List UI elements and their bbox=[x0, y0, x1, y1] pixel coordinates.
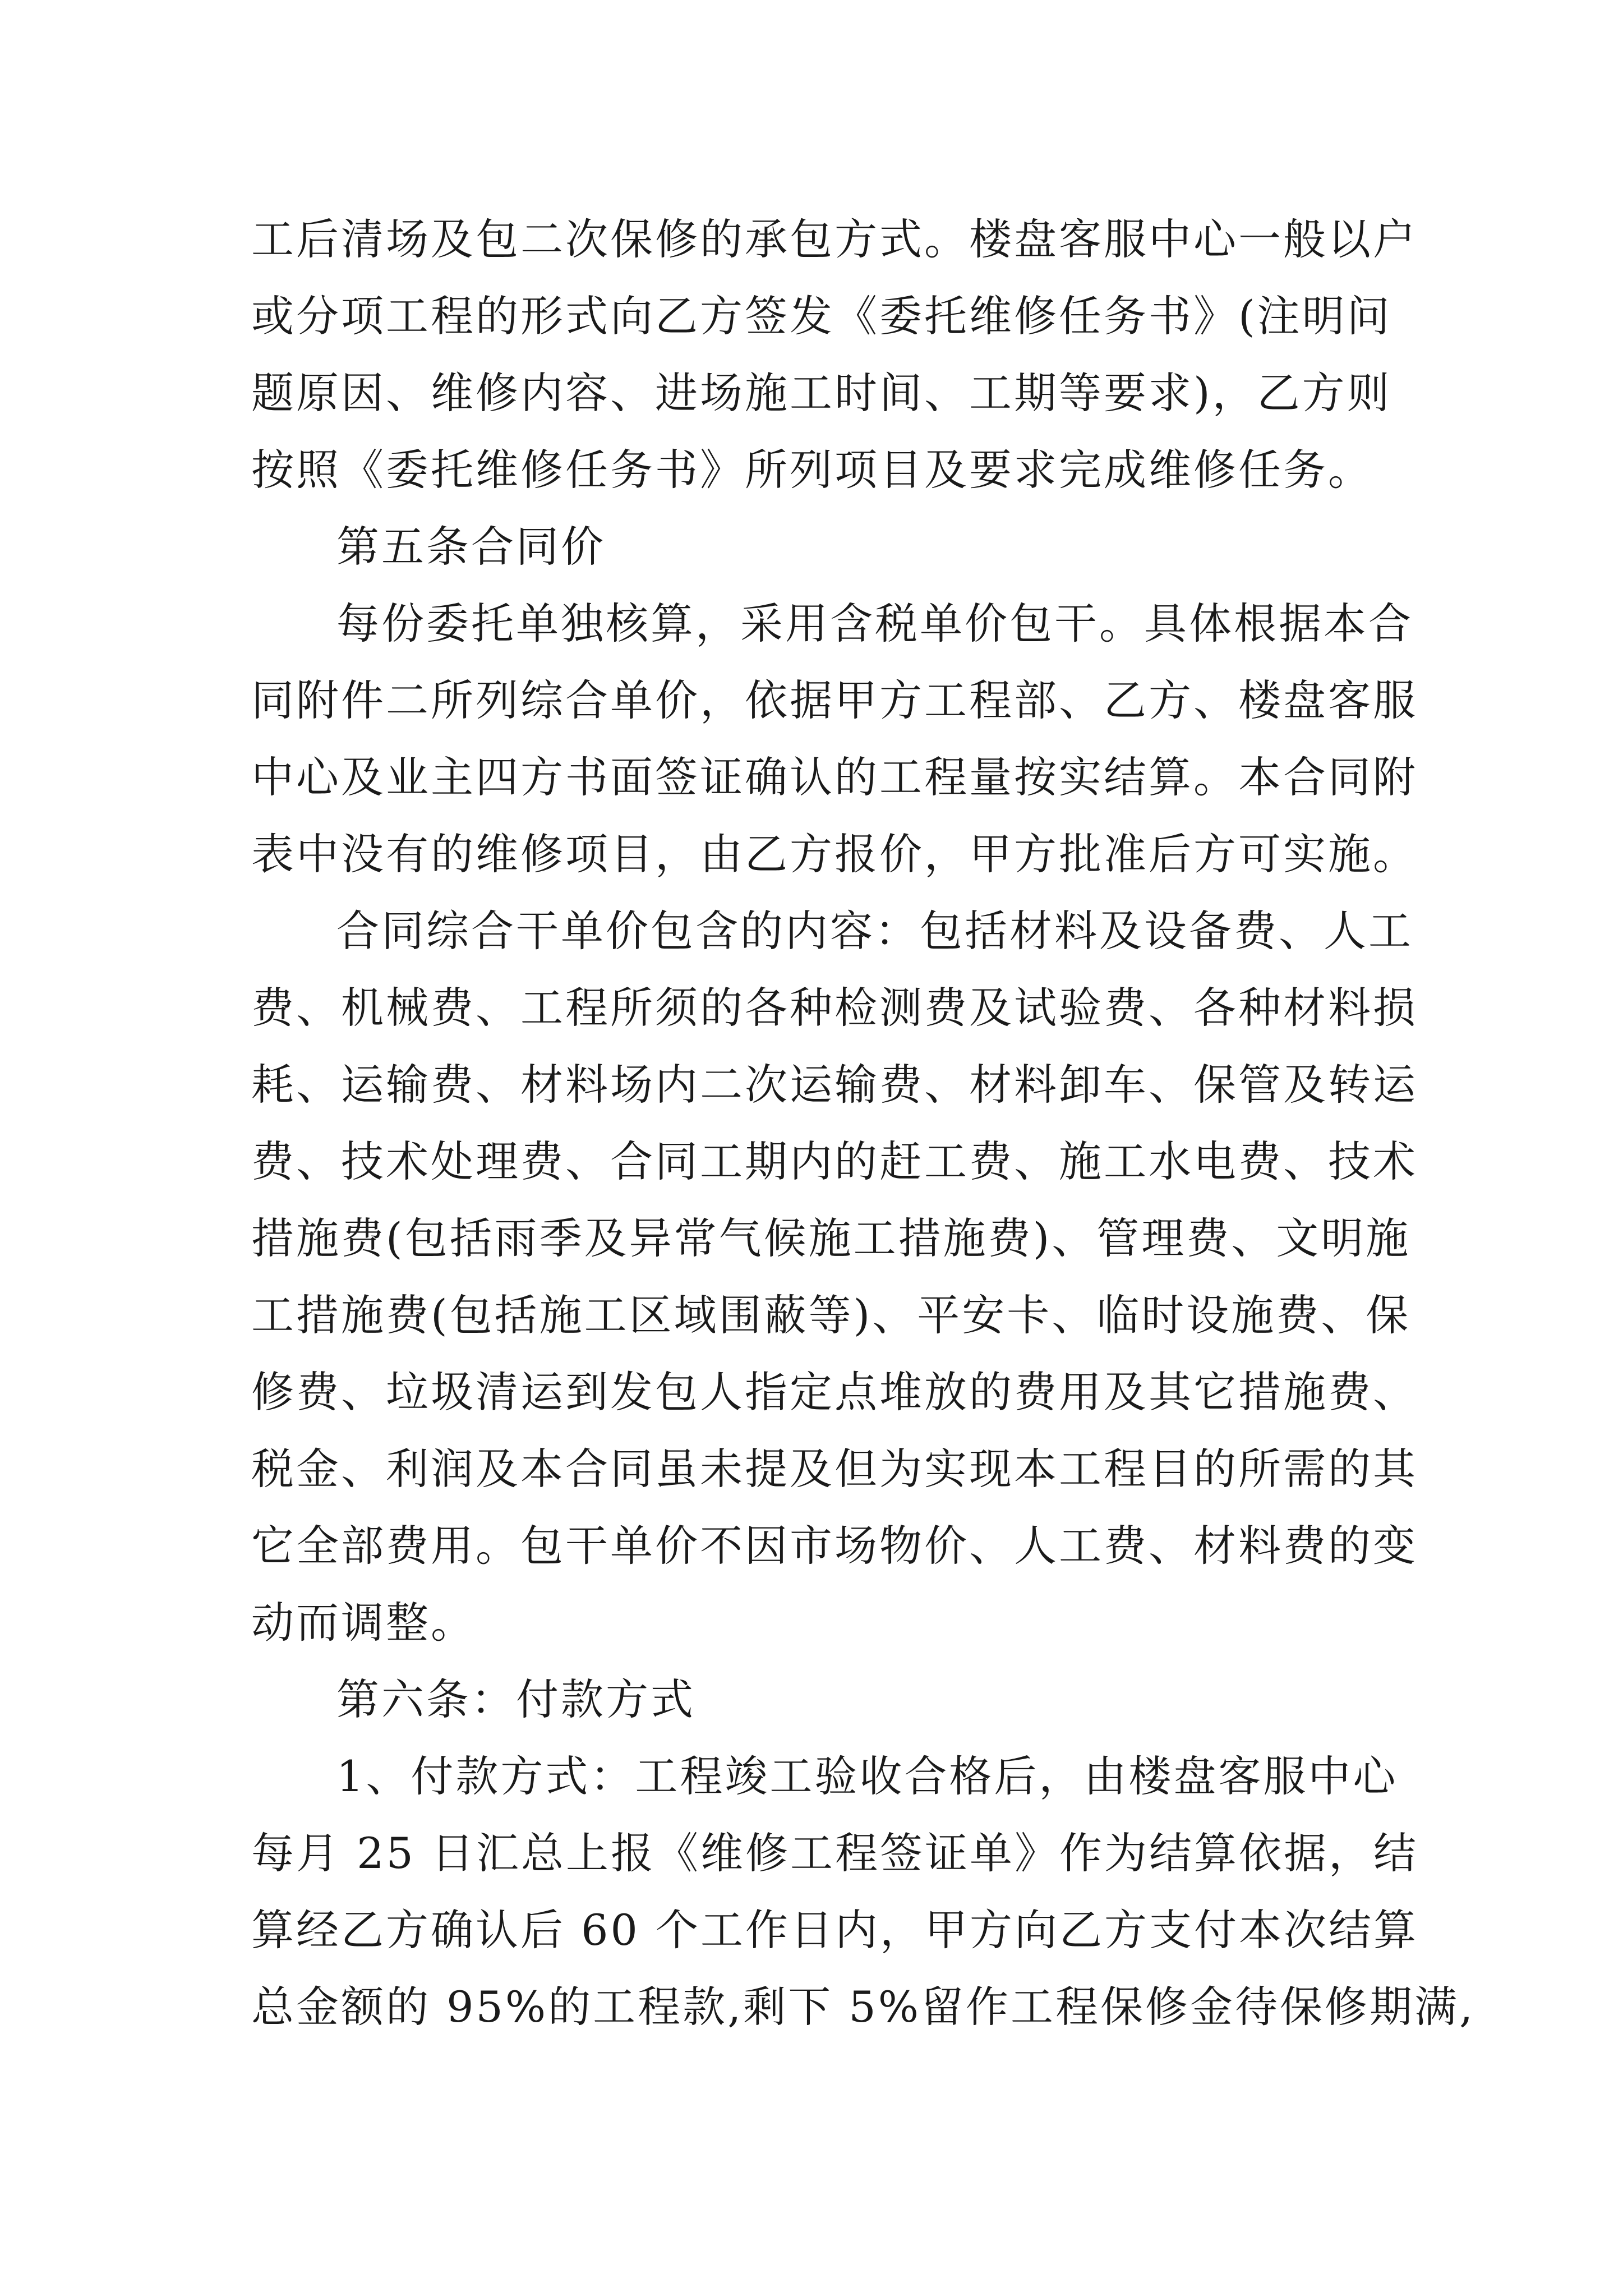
text-line: 中心及业主四方书面签证确认的工程量按实结算。本合同附 bbox=[251, 752, 1418, 802]
text-line: 工后清场及包二次保修的承包方式。楼盘客服中心一般以户 bbox=[251, 214, 1418, 264]
text-line: 税金、利润及本合同虽未提及但为实现本工程目的所需的其 bbox=[251, 1444, 1418, 1494]
text-line: 费、技术处理费、合同工期内的赶工费、施工水电费、技术 bbox=[251, 1137, 1418, 1186]
text-line: 措施费(包括雨季及异常气候施工措施费)、管理费、文明施 bbox=[251, 1213, 1411, 1263]
section-heading-5: 第五条合同价 bbox=[336, 522, 606, 572]
text-line: 每份委托单独核算，采用含税单价包干。具体根据本合 bbox=[336, 599, 1413, 648]
text-line: 或分项工程的形式向乙方签发《委托维修任务书》(注明问 bbox=[251, 291, 1392, 341]
text-line: 1、付款方式：工程竣工验收合格后，由楼盘客服中心 bbox=[336, 1751, 1398, 1801]
text-line: 题原因、维修内容、进场施工时间、工期等要求)，乙方则 bbox=[251, 368, 1392, 418]
text-line: 修费、垃圾清运到发包人指定点堆放的费用及其它措施费、 bbox=[251, 1367, 1418, 1417]
text-line: 费、机械费、工程所须的各种检测费及试验费、各种材料损 bbox=[251, 983, 1418, 1033]
text-line: 每月 25 日汇总上报《维修工程签证单》作为结算依据，结 bbox=[251, 1828, 1419, 1878]
section-heading-6: 第六条：付款方式 bbox=[336, 1674, 695, 1724]
text-line: 总金额的 95%的工程款,剩下 5%留作工程保修金待保修期满, bbox=[251, 1982, 1476, 2032]
text-line: 表中没有的维修项目，由乙方报价，甲方批准后方可实施。 bbox=[251, 829, 1418, 879]
text-line: 按照《委托维修任务书》所列项目及要求完成维修任务。 bbox=[251, 445, 1373, 495]
text-line: 同附件二所列综合单价，依据甲方工程部、乙方、楼盘客服 bbox=[251, 675, 1418, 725]
text-line: 它全部费用。包干单价不因市场物价、人工费、材料费的变 bbox=[251, 1521, 1418, 1571]
document-body bbox=[251, 201, 1476, 2045]
text-line: 算经乙方确认后 60 个工作日内，甲方向乙方支付本次结算 bbox=[251, 1905, 1419, 1955]
text-line: 工措施费(包括施工区域围蔽等)、平安卡、临时设施费、保 bbox=[251, 1290, 1411, 1340]
text-line: 合同综合干单价包含的内容：包括材料及设备费、人工 bbox=[336, 906, 1413, 956]
text-line: 耗、运输费、材料场内二次运输费、材料卸车、保管及转运 bbox=[251, 1060, 1418, 1110]
text-line: 动而调整。 bbox=[251, 1598, 476, 1648]
